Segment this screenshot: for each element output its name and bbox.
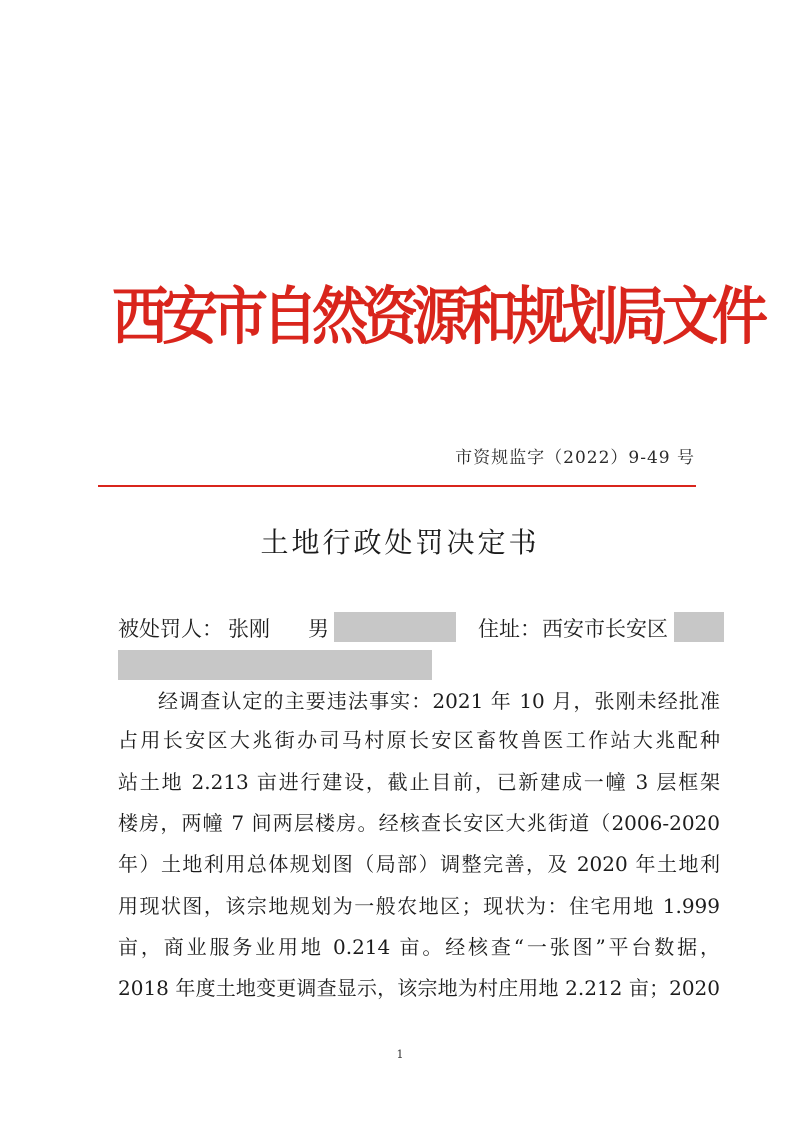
agency-header-title: 西安市自然资源和规划局文件: [112, 279, 762, 354]
body-text-line: 亩，商业服务业用地 0.214 亩。经核查“一张图”平台数据，: [118, 935, 720, 959]
party-address: 西安市长安区: [542, 617, 668, 641]
body-text-line: 年）土地利用总体规划图（局部）调整完善，及 2020 年土地利: [118, 852, 720, 876]
red-divider-line: [98, 485, 696, 487]
body-text-line: 用现状图，该宗地规划为一般农地区；现状为：住宅用地 1.999: [118, 894, 720, 918]
page-number: 1: [396, 1048, 404, 1061]
body-text-line: 占用长安区大兆街办司马村原长安区畜牧兽医工作站大兆配种: [118, 728, 720, 752]
party-gender: 男: [308, 617, 329, 641]
party-name: 张刚: [228, 617, 270, 641]
redacted-block: [674, 612, 724, 642]
body-text-line: 2018 年度土地变更调查显示，该宗地为村庄用地 2.212 亩；2020: [118, 976, 720, 1000]
document-title: 土地行政处罚决定书: [260, 526, 540, 559]
address-label: 住址：: [478, 617, 541, 641]
party-label: 被处罚人：: [118, 617, 223, 641]
penalized-party-line: [118, 612, 738, 646]
document-number: 市资规监字（2022）9-49 号: [455, 448, 695, 468]
body-text-line: 站土地 2.213 亩进行建设，截止目前，已新建成一幢 3 层框架: [118, 770, 720, 794]
body-text-line: 楼房，两幢 7 间两层楼房。经核查长安区大兆街道（2006-2020: [118, 811, 720, 835]
body-text-line: 经调查认定的主要违法事实：2021 年 10 月，张刚未经批准: [158, 689, 720, 713]
redacted-block: [334, 612, 456, 642]
redacted-address-block: [118, 650, 432, 680]
